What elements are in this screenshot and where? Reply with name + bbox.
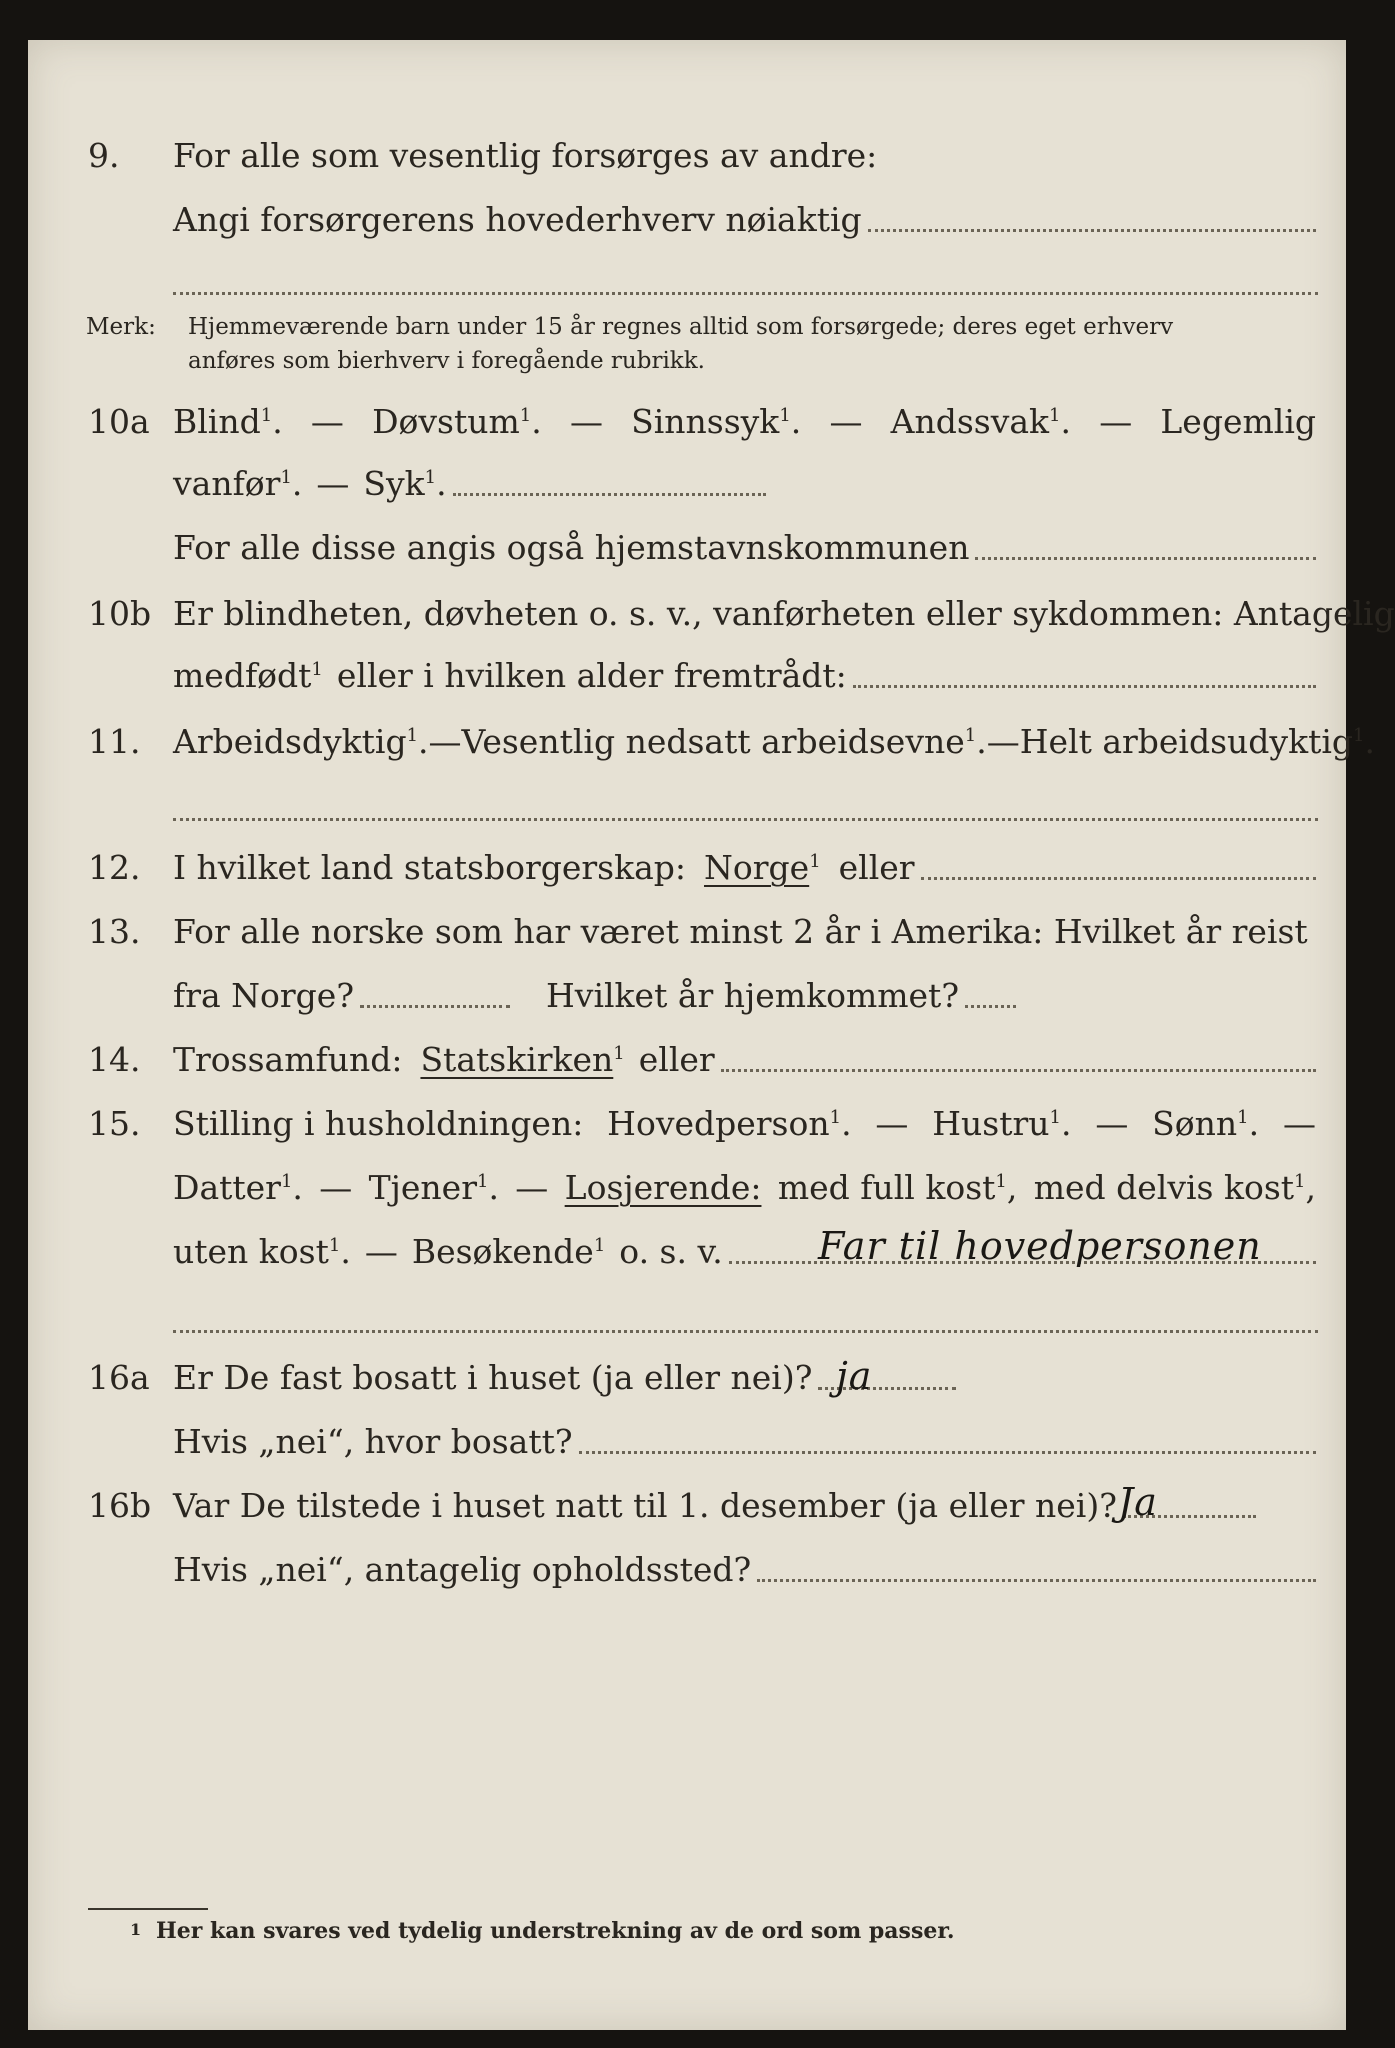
handwritten-answer: Ja [1118,1480,1158,1524]
option-legemlig[interactable]: Legemlig [1160,402,1316,441]
question-text: Stilling i husholdningen: [173,1104,584,1143]
option-losjerende[interactable]: Losjerende: [564,1168,762,1207]
question-text: Hvis „nei“, antagelig opholdssted? [173,1550,752,1589]
option-vanfor[interactable]: vanfør [173,464,281,503]
option-hustru[interactable]: Hustru [932,1104,1050,1143]
option-besokende[interactable]: Besøkende [411,1232,594,1271]
answer-line[interactable] [173,1330,1318,1333]
option-dovstum[interactable]: Døvstum [372,402,520,441]
answer-line[interactable] [173,818,1318,821]
answer-line[interactable] [965,1005,1016,1008]
question-number: 13. [88,912,141,951]
census-form-page: 9. For alle som vesentlig forsørges av andre: Angi forsørgerens hovederhverv nøiaktig Merk: Hjemmeværende barn under 15 år regnes alltid som forsørgede; deres eget erhverv anføres som bierhverv i foregående rubrikk. 10a Blind$^1$. — Døvstum$^1$. — Sinnssyk$^1$. — Andssvak$^1$. — Legemlig vanfør$^1$. — Syk$^1$. For alle disse angis også hjemstavnskommunen 10b Er blindheten, døvheten o. s. v., vanførheten eller sykdommen: Antagelig medfødt$^1$ eller i hvilken alder fremtrådt: 11. Arbeidsdyktig$^1$. — Vesentlig nedsatt arbeidsevne$^1$. — Helt arbeidsudyktig$^1$. 12. I hvilket land statsborgerskap: Norge$^1$ eller 13. For alle norske som har været minst 2 år i Amerika: Hvilket år reist fra Norge? Hvilket år hjemkommet? 14. Trossamfund: Statskirken$^1$ eller 15. Stilling i husholdningen: Hovedperson$^1$. — Hustru$^1$. — Sønn$^1$. — Datter$^1$. — Tjener$^1$. — Losjerende: med full kost$^1$, med delvis kost$^1$, uten kost$^1$. — Besøkende$^1$ o. s. v. Far til hovedpersonen 16a Er De fast bosatt i huset (ja eller nei)? ja Hvis „nei“, hvor bosatt? 16b Var De tilstede i huset natt til 1. desember (ja eller nei)? Ja Hvis „nei“, antagelig opholdssted? 1 Her kan svares ved tydelig understrekning av de ord som passer. [28,40,1346,2030]
answer-line[interactable] [757,1579,1316,1582]
answer-line[interactable] [173,292,1318,295]
question-text: Er blindheten, døvheten o. s. v., vanførheten eller sykdommen: Antagelig [173,594,1395,633]
option-full-kost[interactable]: med full kost [777,1168,996,1207]
question-number: 11. [88,722,141,761]
answer-line[interactable] [921,877,1316,880]
option-uten-kost[interactable]: uten kost [173,1232,329,1271]
answer-line[interactable] [453,493,766,496]
question-text: Trossamfund: [173,1040,403,1079]
question-text: Angi forsørgerens hovederhverv nøiaktig [173,200,862,239]
option-delvis-kost[interactable]: med delvis kost [1033,1168,1295,1207]
question-number: 12. [88,848,141,887]
handwritten-answer: ja [836,1354,873,1398]
question-number: 16a [88,1358,150,1397]
option-medfodt[interactable]: medfødt [173,656,312,695]
footnote-mark: 1 [130,1920,142,1939]
option-osv: o. s. v. [619,1232,723,1271]
question-text: fra Norge? [173,976,355,1015]
answer-line[interactable] [868,229,1316,232]
option-eller: eller [638,1040,715,1079]
note-text: Hjemmeværende barn under 15 år regnes alltid som forsørgede; deres eget erhverv [188,314,1174,340]
question-number: 16b [88,1486,152,1525]
option-eller: eller [838,848,915,887]
question-number: 9. [88,136,120,175]
answer-line[interactable] [853,685,1316,688]
footnote-text: Her kan svares ved tydelig understrekning av de ord som passer. [156,1918,955,1944]
merk-label: Merk: [86,314,156,340]
question-number: 15. [88,1104,141,1143]
option-sinnssyk[interactable]: Sinnssyk [631,402,780,441]
question-text: Var De tilstede i huset natt til 1. desember (ja eller nei)? [173,1486,1117,1525]
footnote-rule [88,1908,208,1910]
question-text: Hvilket år hjemkommet? [546,976,960,1015]
option-sonn[interactable]: Sønn [1152,1104,1238,1143]
note-text: anføres som bierhverv i foregående rubrikk. [188,348,705,374]
option-statskirken[interactable]: Statskirken [420,1040,614,1079]
option-datter[interactable]: Datter [173,1168,281,1207]
question-text: Er De fast bosatt i huset (ja eller nei)? [173,1358,813,1397]
handwritten-answer: Far til hovedpersonen [818,1224,1262,1268]
question-text: For alle norske som har været minst 2 år i Amerika: Hvilket år reist [173,912,1308,951]
question-text: I hvilket land statsborgerskap: [173,848,687,887]
option-norge[interactable]: Norge [704,848,810,887]
question-text: eller i hvilken alder fremtrådt: [336,656,847,695]
option-hovedperson[interactable]: Hovedperson [607,1104,830,1143]
question-number: 10b [88,594,152,633]
question-text: For alle som vesentlig forsørges av andre: [173,136,878,175]
question-text: For alle disse angis også hjemstavnskommunen [173,528,970,567]
answer-line[interactable] [975,557,1316,560]
option-arbeidsdyktig[interactable]: Arbeidsdyktig [173,722,407,761]
option-arbeidsudyktig[interactable]: Helt arbeidsudyktig [1019,722,1354,761]
answer-line[interactable] [360,1005,510,1008]
option-blind[interactable]: Blind [173,402,261,441]
option-nedsatt-arbeidsevne[interactable]: Vesentlig nedsatt arbeidsevne [461,722,965,761]
option-syk[interactable]: Syk [363,464,425,503]
question-text: Hvis „nei“, hvor bosatt? [173,1422,573,1461]
answer-line[interactable] [579,1451,1316,1454]
answer-line[interactable] [721,1069,1316,1072]
option-tjener[interactable]: Tjener [368,1168,477,1207]
question-number: 14. [88,1040,141,1079]
question-number: 10a [88,402,150,441]
option-andssvak[interactable]: Andssvak [890,402,1050,441]
